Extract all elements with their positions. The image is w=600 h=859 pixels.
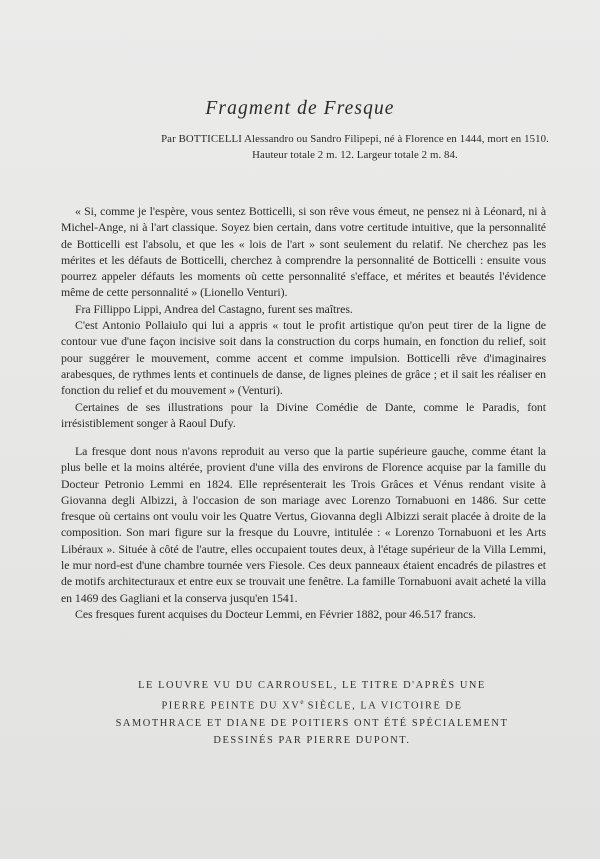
section-biography bbox=[61, 203, 546, 431]
byline-dimensions-line: Hauteur totale 2 m. 12. Largeur totale 2 m. 84. bbox=[252, 149, 458, 161]
paragraph-masters: Fra Fillippo Lippi, Andrea del Castagno, furent ses maîtres. bbox=[75, 301, 353, 316]
paragraph-pollaiulo: C'est Antonio Pollaiulo qui lui a appris « tout le profit artistique qu'on peut tirer de la ligne de contour vue d'une façon incisive soit dans la construction du corps humain, en fonction du relief, soit pour suggérer le mouvement, comme accent et comme impulsion. Botticelli rêve d'imaginaires arabesques, de rythmes lents et continuels de danse, de lignes pleines de grâce ; et il sait les réaliser en fonction du relief et du mouvement » (Venturi). bbox=[61, 318, 546, 398]
byline-artist-line: Par BOTTICELLI Alessandro ou Sandro Filipepi, né à Florence en 1444, mort en 1510. bbox=[161, 133, 549, 145]
paragraph-acquisition: Ces fresques furent acquises du Docteur Lemmi, en Février 1882, pour 46.517 francs. bbox=[75, 606, 476, 621]
credits-line: DESSINÉS PAR PIERRE DUPONT. bbox=[213, 735, 411, 747]
credits-line: SAMOTHRACE ET DIANE DE POITIERS ONT ÉTÉ SPÉCIALEMENT bbox=[115, 717, 509, 729]
credits-line: LE LOUVRE VU DU CARROUSEL, LE TITRE D'APRÈS UNE bbox=[138, 680, 486, 691]
paragraph-fresco-provenance: La fresque dont nous n'avons reproduit au verso que la partie supérieure gauche, comme étant la plus belle et la moins altérée, provient d'une villa des environs de Florence acquise par la famille du Docteur Petronio Lemmi en 1824. Elle représenterait les Trois Grâces et Vénus rendant visite à Giovanna degli Albizzi, à l'occasion de son mariage avec Lorenzo Tornabuoni en 1486. Sur cette fresque où certains ont voulu voir les Quatre Vertus, Giovanna degli Albizzi serait placée à droite de la composition. Son mari figure sur la fresque du Louvre, intitulée : « Lorenzo Tornabuoni et les Arts Libéraux ». Située à côté de l'autre, elles occupaient toutes deux, à l'étage supérieur de la Villa Lemmi, le mur nord-est d'une chambre tournée vers Fiesole. Ces deux panneaux étaient encadrés de pilastres et de motifs architecturaux et entre eux se trouvait une fenêtre. La famille Tornabuoni avait acheté la villa en 1469 des Gagliani et la conserva jusqu'en 1541. bbox=[61, 444, 546, 605]
paragraph-divine-comedy: Certaines de ses illustrations pour la Divine Comédie de Dante, comme le Paradis, font irrésistiblement songer à Raoul Dufy. bbox=[61, 399, 546, 430]
credits-line: PIERRE PEINTE DU XVe SIÈCLE, LA VICTOIRE DE bbox=[161, 698, 463, 712]
paragraph-venturi-quote: « Si, comme je l'espère, vous sentez Botticelli, si son rêve vous émeut, ne pensez ni à Léonard, ni à Michel-Ange, ni à l'art classique. Soyez bien certain, dans votre certitude intuitive, que la personnalité de Botticelli est l'absolu, et que les « lois de l'art » sont seulement du relatif. Ne cherchez pas les mérites et les défauts de Botticelli, cherchez à comprendre la personnalité de Botticelli : ensuite vous pourrez appeler défauts les moments où cette personnalité s'efface, et mérites et beautés l'évidence même de cette personnalité » (Lionello Venturi). bbox=[61, 204, 546, 300]
section-fresco-history bbox=[61, 443, 546, 622]
illustration-credits bbox=[112, 677, 512, 749]
page-title: Fragment de Fresque bbox=[205, 98, 395, 119]
artwork-byline bbox=[150, 131, 560, 163]
